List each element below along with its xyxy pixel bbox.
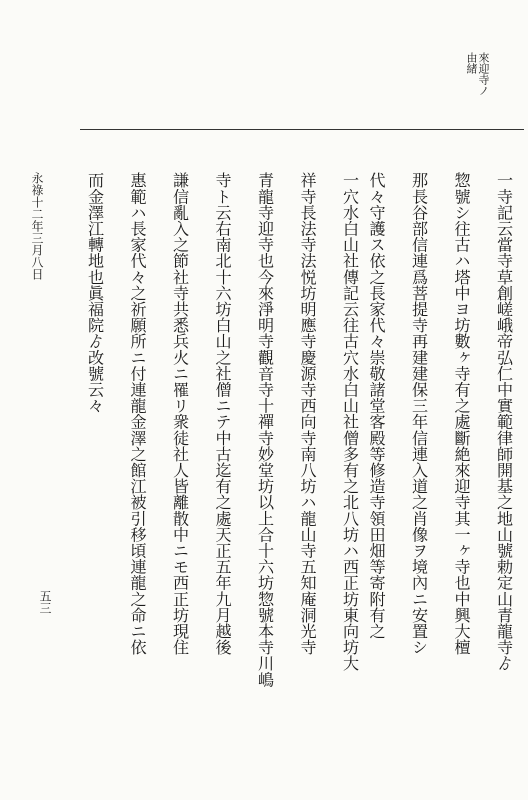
text-column: 謙信亂入之節社寺共悉兵火ニ罹リ衆徒社人皆離散中ニモ西正坊現住	[170, 172, 190, 655]
header-subtitle: 由緒	[465, 52, 478, 74]
header-rule	[80, 129, 524, 130]
text-column: 惣號シ往古ハ塔中ヨ坊數ヶ寺有之處斷絶來迎寺其一ヶ寺也中興大檀	[451, 172, 471, 655]
text-column: 祥寺長法寺法悦坊明應寺慶源寺西向寺南八坊ハ龍山寺五知庵洞光寺	[297, 172, 317, 655]
text-column: 青龍寺迎寺也今來淨明寺觀音寺十禪寺妙堂坊以上合十六坊惣號本寺川嶋	[255, 172, 275, 688]
text-column: 惠範ハ長家代々之祈願所ニ付連龍金澤之館江被引移頃連龍之命ニ依	[127, 172, 147, 655]
text-column: 代々守護ス依之長家代々崇敬諸堂客殿等修造寺領田畑等寄附有之	[366, 172, 386, 639]
text-column: 那長谷部信連爲菩提寺再建建保三年信連入道之肖像ヲ境內ニ安置シ	[409, 172, 428, 655]
text-column: 一穴水白山社傳記云往古穴水白山社僧多有之北八坊ハ西正坊東向坊大	[340, 172, 360, 672]
text-column	[70, 172, 81, 734]
date-note: 永祿十二年三月八日	[30, 172, 44, 280]
header-title: 來迎寺ノ	[477, 52, 490, 96]
text-column: 寺ト云右南北十六坊白山之社僧ニテ中古迄有之處天正五年九月越後	[212, 172, 232, 655]
text-column: 而金澤江轉地也眞福院ゟ改號云々	[85, 172, 105, 414]
page-number: 五三	[38, 590, 52, 614]
body-text	[70, 172, 516, 734]
text-column: 一寺記云當寺草創嵯峨帝弘仁中實範律師開基之地山號勅定山青龍寺ゟ	[494, 172, 513, 672]
